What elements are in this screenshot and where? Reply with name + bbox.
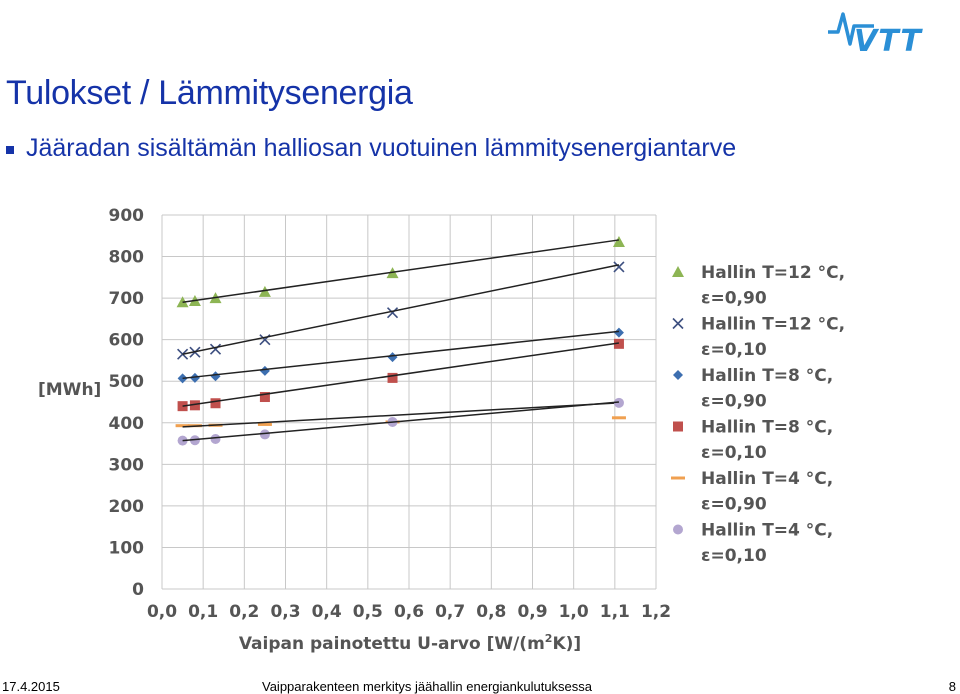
x-tick-label: 0,4 (311, 602, 342, 622)
trendline (183, 240, 619, 302)
y-tick-label: 200 (108, 496, 144, 517)
footer-date: 17.4.2015 (2, 679, 60, 694)
x-tick-label: 0,9 (517, 602, 548, 622)
legend-label: ε=0,10 (701, 546, 767, 566)
y-tick-label: 800 (108, 247, 144, 268)
x-tick-label: 0,0 (146, 602, 178, 622)
y-tick-label: 700 (108, 289, 144, 310)
data-point (612, 416, 626, 419)
legend-label: ε=0,90 (701, 288, 767, 309)
vtt-logo (826, 4, 958, 56)
x-tick-label: 0,5 (352, 602, 383, 622)
data-point (614, 262, 624, 272)
legend-marker (673, 319, 683, 329)
y-tick-label: 0 (132, 580, 144, 600)
trendline (183, 343, 619, 406)
data-point (211, 398, 221, 408)
x-tick-label: 1,2 (640, 602, 672, 622)
legend-marker (672, 266, 684, 277)
x-tick-label: 0,7 (435, 602, 466, 622)
bullet-marker (6, 146, 14, 154)
legend-label: Hallin T=8 °C, (701, 366, 834, 386)
data-point (388, 352, 398, 362)
trendline (183, 265, 619, 354)
y-tick-label: 100 (108, 538, 144, 559)
footer-title: Vaipparakenteen merkitys jäähallin energiankulutuksessa (262, 679, 593, 694)
legend-label: ε=0,90 (701, 494, 767, 515)
trendline (183, 403, 619, 427)
x-tick-label: 0,3 (270, 602, 301, 622)
x-axis-label: Vaipan painotettu U-arvo $[W/(m^2K)]$ (238, 632, 582, 654)
x-tick-label: 0,6 (393, 602, 425, 622)
bullet-item (6, 134, 736, 163)
legend-label: ε=0,10 (701, 340, 767, 360)
x-tick-label: 0,2 (229, 602, 260, 622)
chart (0, 195, 960, 660)
legend-label: Hallin T=12 °C, (701, 263, 846, 283)
y-tick-label: 500 (108, 372, 144, 393)
data-point (614, 328, 624, 338)
data-point (211, 344, 221, 354)
y-axis-label: [MWh] (38, 380, 102, 400)
x-tick-label: 1,0 (558, 602, 589, 622)
data-point (211, 371, 221, 381)
x-tick-label: 0,8 (476, 602, 507, 622)
data-point (260, 366, 270, 376)
y-tick-label: 400 (108, 413, 144, 434)
legend (671, 263, 845, 566)
page-number: 8 (948, 679, 956, 694)
legend-label: ε=0,10 (701, 443, 767, 463)
slide-title: Tulokset / Lämmitysenergia (6, 74, 413, 112)
legend-marker (671, 477, 685, 480)
trendline (183, 331, 619, 378)
series-5 (176, 403, 626, 427)
legend-label: Hallin T=8 °C, (701, 417, 834, 438)
y-tick-label: 300 (108, 455, 144, 476)
trendline (183, 402, 619, 441)
y-tick-label: 900 (108, 206, 144, 226)
legend-label: Hallin T=12 °C, (701, 314, 846, 335)
bullet-text: Jääradan sisältämän halliosan vuotuinen lämmitysenergiantarve (26, 134, 737, 162)
legend-marker (673, 370, 683, 380)
data-point (388, 373, 398, 383)
logo-text: VTT (854, 24, 922, 56)
x-tick-label: 0,1 (188, 602, 219, 622)
legend-label: Hallin T=4 °C, (701, 520, 834, 541)
legend-marker (673, 525, 683, 535)
y-tick-label: 600 (108, 330, 144, 351)
legend-label: Hallin T=4 °C, (701, 469, 834, 489)
x-tick-label: 1,1 (599, 602, 630, 622)
legend-label: ε=0,90 (701, 391, 767, 412)
data-point (211, 434, 221, 444)
legend-marker (673, 422, 683, 432)
